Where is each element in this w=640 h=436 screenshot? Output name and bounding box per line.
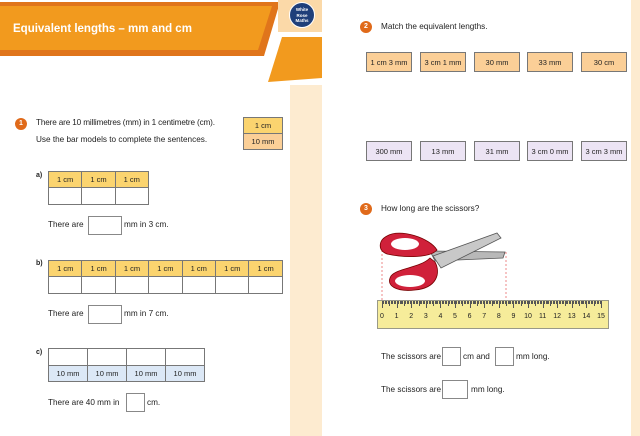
q3-s2-before: The scissors are <box>381 385 442 394</box>
bar-blank-cell[interactable] <box>148 276 182 294</box>
match-card-bottom[interactable]: 3 cm 3 mm <box>581 141 627 161</box>
key-mm: 10 mm <box>243 133 283 150</box>
bar-blank-cell[interactable] <box>115 187 149 205</box>
ruler-number: 10 <box>524 313 532 320</box>
match-card-bottom[interactable]: 31 mm <box>474 141 520 161</box>
ruler-number: 15 <box>597 313 605 320</box>
bar-blank-cell[interactable] <box>81 187 115 205</box>
match-card-top[interactable]: 30 cm <box>581 52 627 72</box>
part-c-before: There are 40 mm in <box>48 398 120 407</box>
bar-blank-cell[interactable] <box>81 276 115 294</box>
ruler-number: 13 <box>567 313 576 320</box>
bar-blank-cell[interactable] <box>48 276 82 294</box>
bar-blank-cell[interactable] <box>126 348 166 366</box>
bar-label-cell: 10 mm <box>126 365 166 382</box>
bar-blank-cell[interactable] <box>48 187 82 205</box>
match-card-top[interactable]: 1 cm 3 mm <box>366 52 412 72</box>
bar-label-cell: 1 cm <box>148 260 182 277</box>
bar-label-cell: 1 cm <box>115 260 149 277</box>
part-b-after: mm in 7 cm. <box>124 309 169 318</box>
ruler-number: 8 <box>496 313 501 320</box>
bar-blank-cell[interactable] <box>115 276 149 294</box>
ruler-number: 9 <box>511 313 516 320</box>
q3-s1-before: The scissors are <box>381 352 442 361</box>
q1-intro: There are 10 millimetres (mm) in 1 centimetre (cm). <box>36 118 215 127</box>
ruler-tick <box>601 301 602 308</box>
ruler-number: 7 <box>482 313 487 320</box>
part-b-label: b) <box>36 260 43 267</box>
ruler-number: 0 <box>380 313 384 320</box>
part-c-label: c) <box>36 349 43 356</box>
bar-blank-cell[interactable] <box>87 348 127 366</box>
q2-text: Match the equivalent lengths. <box>381 22 488 31</box>
ruler-number: 5 <box>453 313 457 320</box>
bar-label-cell: 1 cm <box>81 260 115 277</box>
bar-label-cell: 1 cm <box>215 260 249 277</box>
bar-label-cell: 1 cm <box>81 171 115 188</box>
ruler-number: 2 <box>409 313 414 320</box>
part-a-label: a) <box>36 172 43 179</box>
bar-label-cell: 1 cm <box>182 260 216 277</box>
bar-blank-cell[interactable] <box>48 348 88 366</box>
ruler-number: 1 <box>394 313 399 320</box>
match-card-bottom[interactable]: 3 cm 0 mm <box>527 141 573 161</box>
ruler-number: 12 <box>553 313 562 320</box>
title-banner <box>0 0 322 85</box>
match-card-bottom[interactable]: 300 mm <box>366 141 412 161</box>
ruler-number: 3 <box>423 313 428 320</box>
answer-box-mm[interactable] <box>495 347 514 366</box>
answer-box-total-mm[interactable] <box>442 380 468 399</box>
part-b-before: There are <box>48 309 84 318</box>
ruler-number: 14 <box>582 313 591 320</box>
bar-label-cell: 1 cm <box>248 260 282 277</box>
key-cm: 1 cm <box>243 117 283 134</box>
left-page-margin <box>290 85 322 436</box>
bar-blank-cell[interactable] <box>248 276 282 294</box>
part-a-after: mm in 3 cm. <box>124 220 169 229</box>
bar-label-cell: 10 mm <box>87 365 127 382</box>
white-rose-maths-logo: White Rose Maths <box>289 2 315 28</box>
bar-blank-cell[interactable] <box>182 276 216 294</box>
bar-blank-cell[interactable] <box>165 348 205 366</box>
question-number-2: 2 <box>360 21 372 33</box>
right-page-margin <box>631 0 640 436</box>
ruler-number: 6 <box>467 313 472 320</box>
part-c-after: cm. <box>147 398 161 407</box>
ruler-number: 4 <box>438 313 443 320</box>
bar-label-cell: 10 mm <box>48 365 88 382</box>
q3-s2-after: mm long. <box>471 385 505 394</box>
match-card-bottom[interactable]: 13 mm <box>420 141 466 161</box>
q3-text: How long are the scissors? <box>381 204 480 213</box>
q3-s1-after: mm long. <box>516 352 550 361</box>
answer-box-cm[interactable] <box>442 347 461 366</box>
match-card-top[interactable]: 30 mm <box>474 52 520 72</box>
answer-box-a[interactable] <box>88 216 122 235</box>
bar-blank-cell[interactable] <box>215 276 249 294</box>
part-a-before: There are <box>48 220 84 229</box>
bar-label-cell: 1 cm <box>115 171 149 188</box>
q3-s1-mid: cm and <box>463 352 490 361</box>
answer-box-c[interactable] <box>126 393 145 412</box>
match-card-top[interactable]: 3 cm 1 mm <box>420 52 466 72</box>
ruler-number: 11 <box>538 313 547 320</box>
page-title: Equivalent lengths – mm and cm <box>13 23 192 35</box>
question-number-1: 1 <box>15 118 27 130</box>
question-number-3: 3 <box>360 203 372 215</box>
q1-instruction: Use the bar models to complete the sentences. <box>36 135 208 144</box>
answer-box-b[interactable] <box>88 305 122 324</box>
bar-label-cell: 1 cm <box>48 171 82 188</box>
scissors-image <box>375 228 515 303</box>
bar-label-cell: 1 cm <box>48 260 82 277</box>
bar-label-cell: 10 mm <box>165 365 205 382</box>
match-card-top[interactable]: 33 mm <box>527 52 573 72</box>
